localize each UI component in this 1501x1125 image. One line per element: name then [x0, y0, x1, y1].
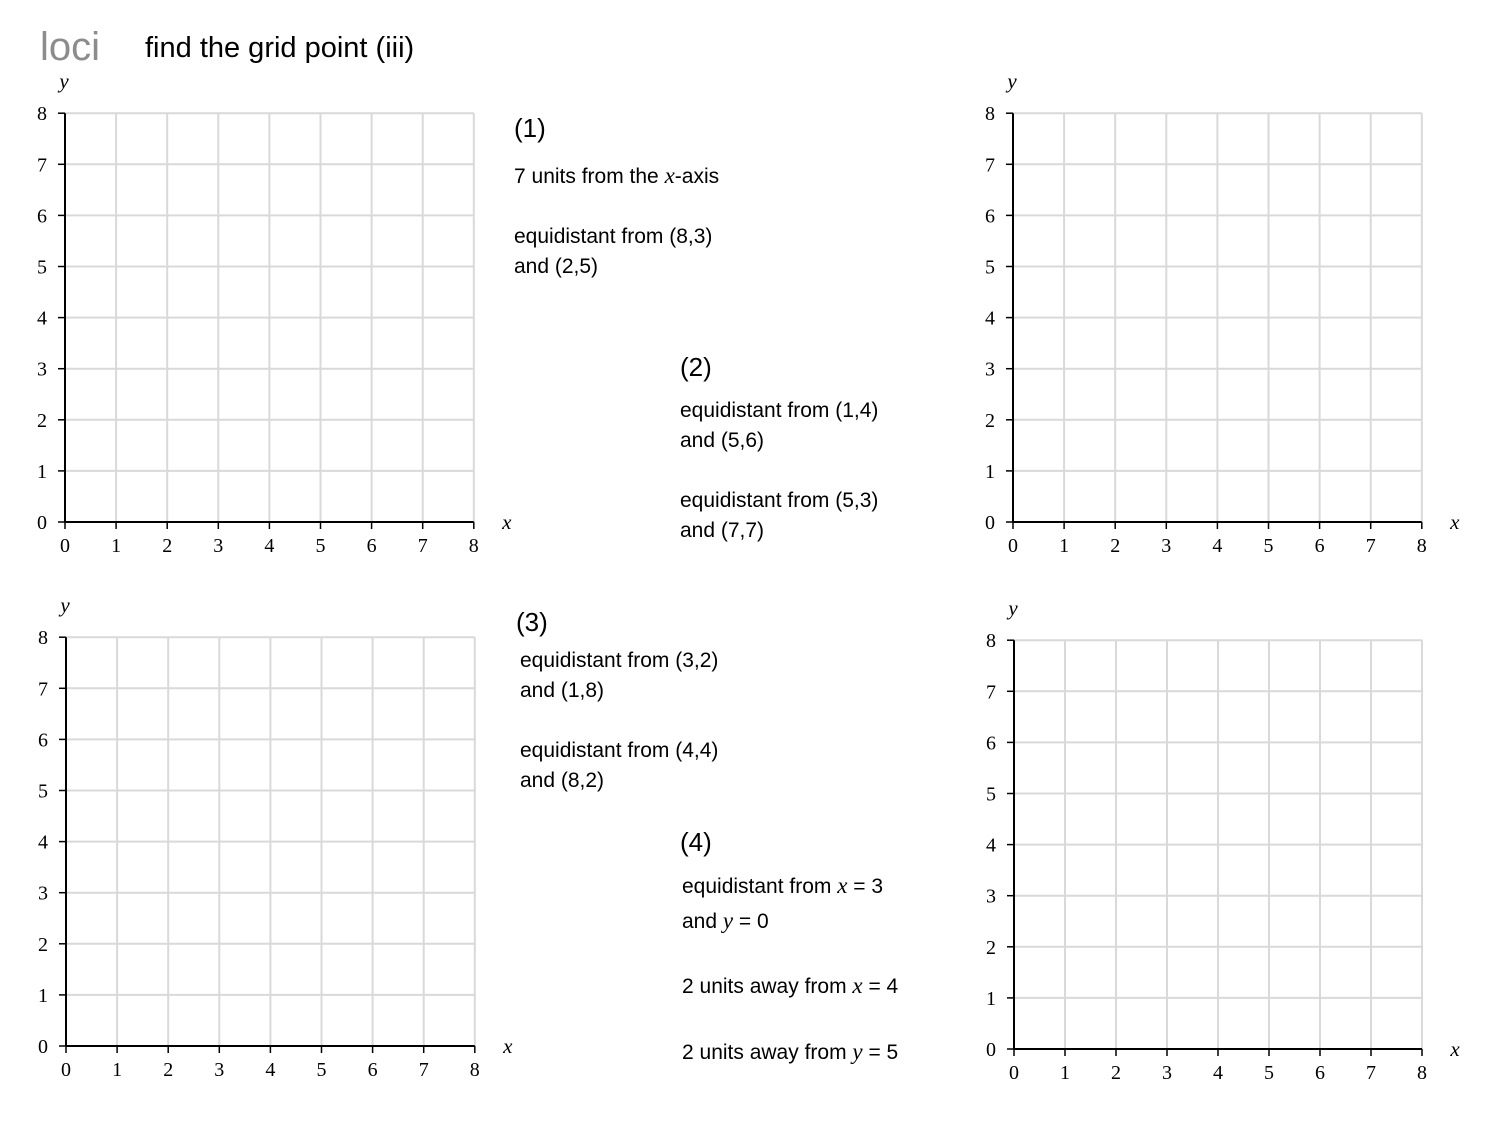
y-tick-label: 4: [37, 307, 47, 330]
y-tick-label: 5: [985, 256, 995, 279]
question-3-condition-2-line-1: equidistant from (4,4): [520, 739, 719, 762]
y-tick-label: 3: [985, 358, 995, 381]
variable-y: y: [852, 1039, 863, 1064]
question-3-condition-1-line-1: equidistant from (3,2): [520, 649, 719, 672]
y-tick-label: 3: [986, 885, 996, 908]
x-tick-label: 1: [1060, 1062, 1070, 1084]
x-tick-label: 2: [1111, 1062, 1121, 1084]
x-axis-label: x: [503, 1034, 513, 1058]
x-tick-label: 6: [367, 1059, 378, 1081]
y-tick-label: 2: [985, 409, 995, 432]
y-tick-label: 6: [986, 732, 996, 755]
y-tick-label: 0: [986, 1039, 996, 1061]
question-1-condition-2-line-1: equidistant from (8,3): [514, 225, 713, 248]
x-tick-label: 0: [60, 535, 70, 557]
y-tick-label: 1: [38, 984, 48, 1007]
y-tick-label: 0: [38, 1036, 48, 1058]
x-tick-label: 4: [1213, 1062, 1223, 1084]
x-tick-label: 4: [265, 1059, 276, 1081]
question-2: [680, 352, 878, 546]
x-axis-label: x: [1450, 1037, 1460, 1061]
x-tick-label: 5: [315, 535, 326, 557]
variable-x: x: [664, 163, 675, 188]
question-4: [680, 827, 898, 1070]
y-tick-label: 1: [37, 460, 47, 483]
variable-x: x: [852, 973, 863, 998]
y-tick-label: 8: [37, 103, 47, 126]
question-4-condition-2: [682, 969, 898, 1004]
question-3: [516, 607, 718, 796]
x-tick-label: 7: [1366, 1062, 1376, 1084]
y-tick-label: 0: [37, 512, 47, 534]
condition-text: -axis: [674, 165, 720, 188]
y-tick-label: 8: [985, 103, 995, 126]
x-axis-label: x: [502, 510, 512, 534]
question-3-label: (3): [516, 607, 548, 637]
x-tick-label: 4: [1212, 535, 1223, 557]
y-tick-label: 7: [38, 678, 48, 701]
y-tick-label: 4: [985, 307, 995, 330]
x-tick-label: 5: [316, 1059, 327, 1081]
question-4-condition-1-line-1: [682, 869, 898, 904]
x-tick-label: 7: [1365, 535, 1376, 557]
y-tick-label: 7: [37, 154, 47, 177]
question-2-label: (2): [680, 352, 712, 382]
question-4-condition-3: [682, 1035, 898, 1070]
topic-title: loci: [40, 25, 101, 69]
x-tick-label: 6: [366, 535, 377, 557]
y-tick-label: 7: [985, 154, 995, 177]
x-tick-label: 7: [418, 1059, 429, 1081]
y-axis-label: y: [60, 593, 70, 618]
condition-text: = 5: [862, 1041, 899, 1064]
y-tick-label: 2: [37, 409, 47, 432]
question-4-label: (4): [680, 827, 712, 857]
x-tick-label: 3: [214, 1059, 225, 1081]
x-tick-label: 1: [1059, 535, 1070, 557]
x-tick-label: 4: [264, 535, 275, 557]
y-tick-label: 5: [38, 780, 48, 803]
x-axis-label: x: [1450, 510, 1460, 534]
question-3-condition-2-line-2: and (8,2): [520, 769, 605, 792]
y-axis-label: y: [1008, 596, 1018, 621]
question-1-condition-2-line-2: and (2,5): [514, 255, 599, 278]
condition-text: = 3: [847, 875, 884, 898]
x-tick-label: 3: [1161, 535, 1172, 557]
x-tick-label: 3: [1162, 1062, 1172, 1084]
y-tick-label: 3: [37, 358, 47, 381]
question-2-condition-1-line-2: and (5,6): [680, 429, 765, 452]
question-3-condition-1-line-2: and (1,8): [520, 679, 605, 702]
x-tick-label: 8: [468, 535, 479, 557]
y-tick-label: 7: [986, 681, 996, 704]
variable-y: y: [722, 908, 734, 933]
condition-text: = 0: [733, 910, 769, 933]
y-tick-label: 8: [38, 627, 48, 650]
y-tick-label: 1: [986, 987, 996, 1010]
y-tick-label: 5: [37, 256, 47, 279]
x-tick-label: 5: [1264, 1062, 1274, 1084]
y-tick-label: 2: [986, 936, 996, 959]
variable-x: x: [837, 873, 848, 898]
y-axis-label: y: [1007, 69, 1017, 94]
condition-text: 2 units away from: [682, 975, 853, 998]
x-tick-label: 7: [417, 535, 428, 557]
y-tick-label: 6: [37, 205, 47, 228]
y-tick-label: 4: [38, 831, 48, 854]
y-axis-label: y: [59, 69, 69, 94]
condition-text: = 4: [862, 975, 899, 998]
question-2-condition-1-line-1: equidistant from (1,4): [680, 399, 879, 422]
x-tick-label: 6: [1314, 535, 1325, 557]
x-tick-label: 8: [1417, 1062, 1427, 1084]
x-tick-label: 6: [1315, 1062, 1325, 1084]
question-1: [514, 113, 719, 282]
y-tick-label: 8: [986, 630, 996, 653]
x-tick-label: 5: [1263, 535, 1274, 557]
x-tick-label: 0: [1009, 1062, 1019, 1084]
y-tick-label: 2: [38, 933, 48, 956]
y-tick-label: 4: [986, 834, 996, 857]
x-tick-label: 0: [61, 1059, 71, 1081]
question-2-condition-2-line-1: equidistant from (5,3): [680, 489, 879, 512]
x-tick-label: 8: [1416, 535, 1427, 557]
question-2-condition-2-line-2: and (7,7): [680, 519, 765, 542]
x-tick-label: 0: [1008, 535, 1018, 557]
y-tick-label: 1: [985, 460, 995, 483]
condition-text: equidistant from: [682, 875, 838, 898]
condition-text: and: [682, 910, 723, 933]
x-tick-label: 3: [213, 535, 224, 557]
x-tick-label: 2: [1110, 535, 1121, 557]
x-tick-label: 2: [163, 1059, 174, 1081]
y-tick-label: 3: [38, 882, 48, 905]
x-tick-label: 1: [112, 1059, 123, 1081]
condition-text: 7 units from the: [514, 165, 665, 188]
y-tick-label: 6: [38, 729, 48, 752]
question-1-condition-1: [514, 161, 719, 192]
x-tick-label: 1: [111, 535, 122, 557]
x-tick-label: 8: [469, 1059, 480, 1081]
y-tick-label: 0: [985, 512, 995, 534]
x-tick-label: 2: [162, 535, 173, 557]
question-4-condition-1-line-2: [682, 904, 898, 939]
worksheet-subtitle: find the grid point (iii): [145, 32, 415, 64]
y-tick-label: 5: [986, 783, 996, 806]
y-tick-label: 6: [985, 205, 995, 228]
question-1-label: (1): [514, 113, 546, 143]
condition-text: 2 units away from: [682, 1041, 853, 1064]
